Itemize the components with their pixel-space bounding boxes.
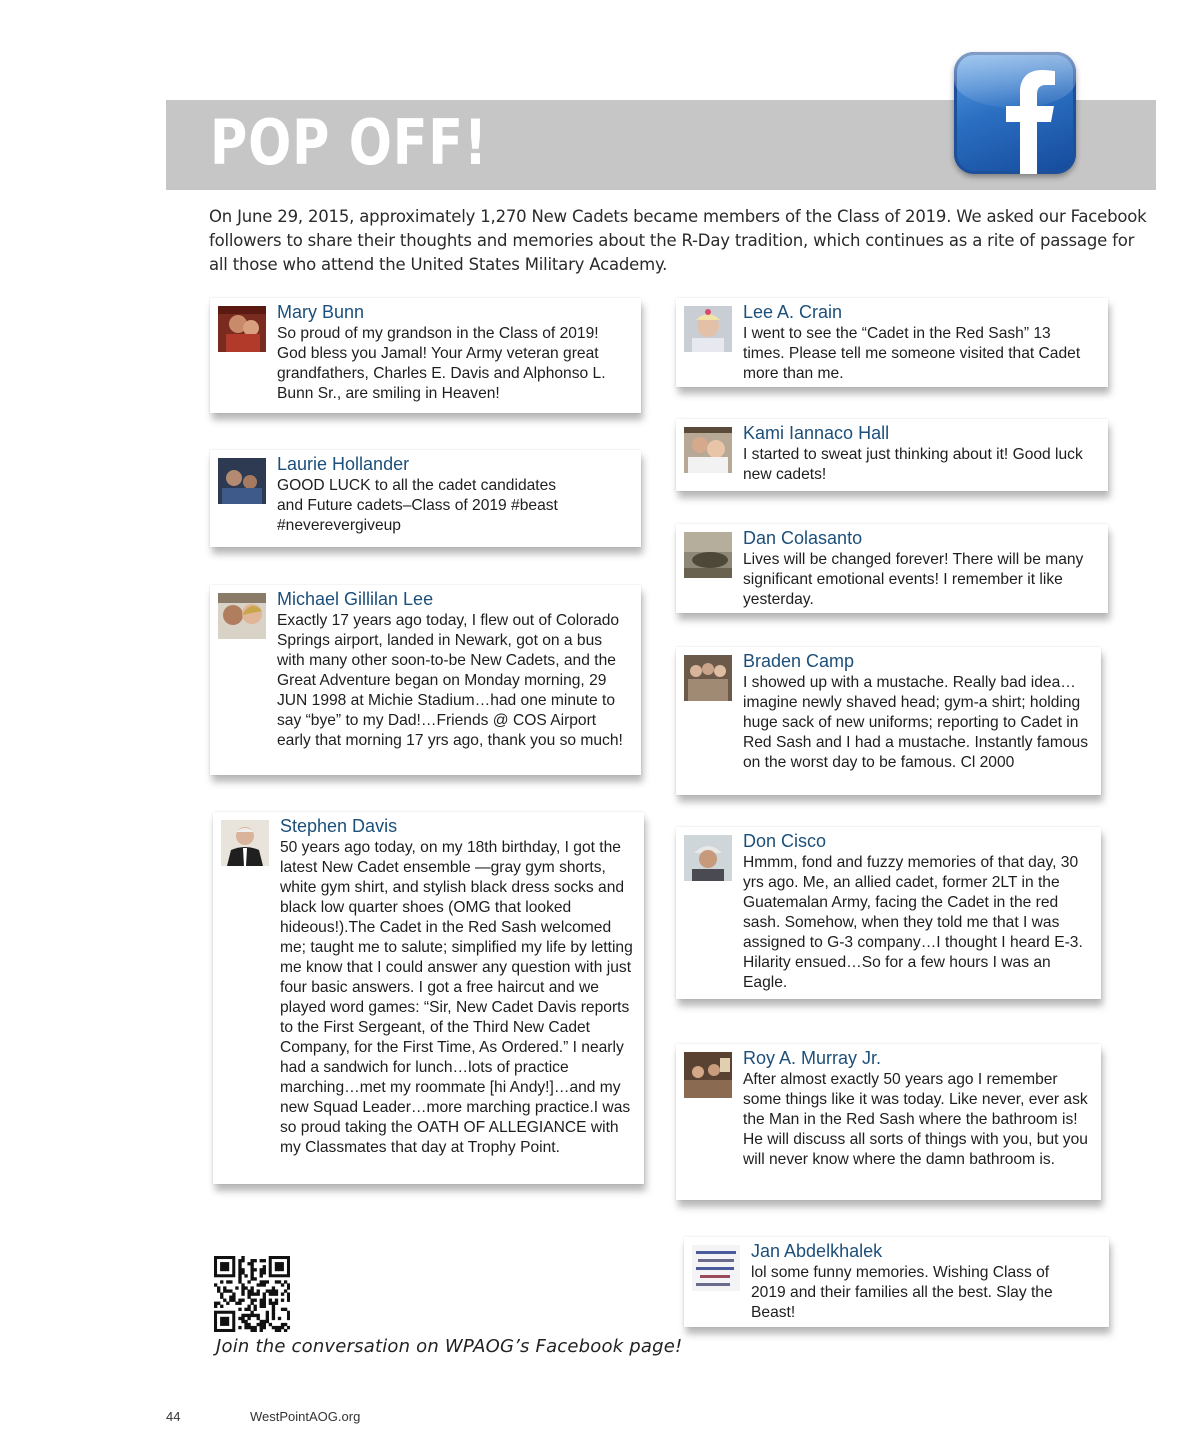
post-text: Hmmm, fond and fuzzy memories of that day, 30 yrs ago. Me, an allied cadet, former 2LT in the Guatemalan Army, facing the Cadet in the red sash. Somehow, when they told me that I was assigned to G-3 company…I thought I heard E-3. Hilarity ensued…So for a few hours I was an Eagle. xyxy=(743,854,1083,991)
avatar xyxy=(218,593,266,639)
post-author: Laurie Hollander xyxy=(277,454,410,474)
post-card xyxy=(676,298,1108,387)
intro-paragraph: On June 29, 2015, approximately 1,270 New Cadets became members of the Class of 2019. We asked our Facebook followers to share their thoughts and memories about the R-Day tradition, which continues as a rite of passage for all those who attend the United States Military Academy. xyxy=(209,207,1147,274)
post-card xyxy=(676,647,1101,795)
qr-code-icon[interactable] xyxy=(214,1256,290,1332)
post-text: GOOD LUCK to all the cadet candidates and Future cadets–Class of 2019 #beast #neverevergiveup xyxy=(277,477,558,534)
post-card xyxy=(676,1044,1101,1200)
post-text: After almost exactly 50 years ago I remember some things like it was today. Like never, ever ask the Man in the Red Sash where the bathroom is! He will discuss all sorts of things with you, but you will never know where the damn bathroom is. xyxy=(743,1071,1088,1168)
avatar xyxy=(684,306,732,352)
avatar xyxy=(221,820,269,866)
page-number: 44 xyxy=(166,1409,181,1424)
post-card xyxy=(676,419,1108,491)
post-text: I went to see the “Cadet in the Red Sash” 13 times. Please tell me someone visited that Cadet more than me. xyxy=(743,325,1081,382)
post-author: Dan Colasanto xyxy=(743,528,863,548)
avatar xyxy=(684,427,732,473)
post-text: I showed up with a mustache. Really bad idea…imagine newly shaved head; gym-a shirt; holding huge sack of new uniforms; reporting to Cadet in Red Sash and I had a mustache. Instantly famous on the worst day to be famous. Cl 2000 xyxy=(743,674,1088,771)
post-author: Mary Bunn xyxy=(277,302,365,322)
post-author: Braden Camp xyxy=(743,651,855,671)
post-text: So proud of my grandson in the Class of 2019! God bless you Jamal! Your Army veteran great grandfathers, Charles E. Davis and Alphonso L. Bunn Sr., are smiling in Heaven! xyxy=(277,325,606,402)
post-card xyxy=(676,524,1108,613)
post-author: Kami Iannaco Hall xyxy=(743,423,890,443)
post-text: lol some funny memories. Wishing Class of 2019 and their families all the best. Slay the Beast! xyxy=(751,1264,1053,1321)
post-card xyxy=(213,812,644,1184)
avatar xyxy=(218,306,266,352)
join-conversation-text: Join the conversation on WPAOG’s Facebook page! xyxy=(216,1336,683,1357)
post-card xyxy=(210,450,641,547)
avatar xyxy=(684,655,732,701)
avatar xyxy=(684,835,732,881)
website-link[interactable]: WestPointAOG.org xyxy=(250,1409,361,1424)
post-text: 50 years ago today, on my 18th birthday, I got the latest New Cadet ensemble —gray gym shorts, white gym shirt, and stylish black dress socks and black low quarter shoes (OMG that looked hideous!).The Cadet in the Red Sash welcomed me; taught me to salute; simplified my life by letting me know that I could answer any question with just four basic answers. I got a free haircut and we played word games: “Sir, New Cadet Davis reports to the First Sergeant, of the Third New Cadet Company, for the First Time, As Ordered.” I nearly had a sandwich for lunch…lots of practice marching…met my roommate [hi Andy!]…and my new Squad Leader…more marching practice.I was so proud taking the OATH OF ALLEGIANCE with my Classmates that day at Trophy Point. xyxy=(280,839,633,1156)
avatar xyxy=(684,1052,732,1098)
post-author: Jan Abdelkhalek xyxy=(751,1241,883,1261)
post-card xyxy=(676,827,1101,999)
avatar xyxy=(218,458,266,504)
facebook-logo-icon xyxy=(954,52,1076,174)
post-author: Stephen Davis xyxy=(280,816,398,836)
page-title: POP OFF! xyxy=(210,106,488,179)
facebook-f-glyph xyxy=(954,52,1076,174)
post-text: Exactly 17 years ago today, I flew out of Colorado Springs airport, landed in Newark, got on a bus with many other soon-to-be New Cadets, and the Great Adventure began on Monday morning, 29 JUN 1998 at Michie Stadium…had one minute to say “bye” to my Dad!…Friends @ COS Airport early that morning 17 yrs ago, thank you so much! xyxy=(277,612,623,749)
post-author: Michael Gillilan Lee xyxy=(277,589,434,609)
post-author: Lee A. Crain xyxy=(743,302,843,322)
post-author: Roy A. Murray Jr. xyxy=(743,1048,882,1068)
avatar xyxy=(684,532,732,578)
post-text: I started to sweat just thinking about it! Good luck new cadets! xyxy=(743,446,1083,483)
post-card xyxy=(210,298,641,413)
post-card xyxy=(210,585,641,775)
post-author: Don Cisco xyxy=(743,831,827,851)
post-card xyxy=(684,1237,1109,1327)
qr-code-graphic xyxy=(214,1256,290,1332)
post-text: Lives will be changed forever! There will be many significant emotional events! I remember it like yesterday. xyxy=(743,551,1084,608)
avatar xyxy=(692,1245,740,1291)
